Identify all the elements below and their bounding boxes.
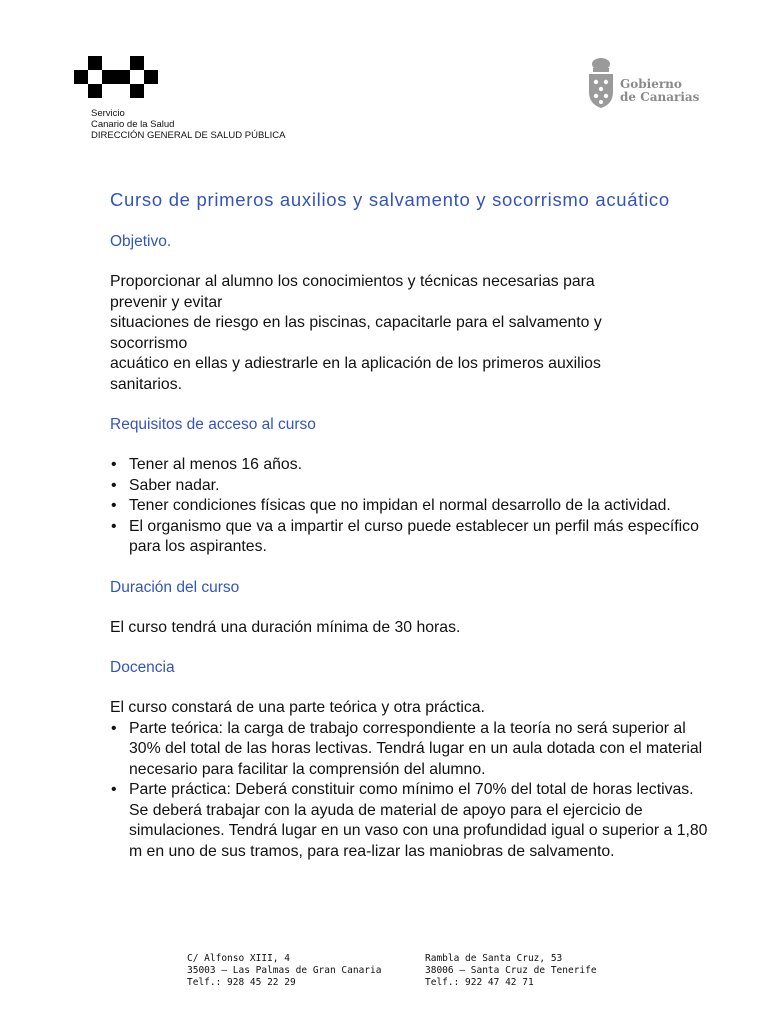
objective-text [110,272,710,395]
section-heading-objective: Objetivo. [110,233,172,250]
section-heading-duration: Duración del curso [110,578,240,596]
document-body [110,188,710,862]
teaching-intro: El curso constará de una parte teórica y otra práctica. [110,699,485,716]
footer-line: 35003 – Las Palmas de Gran Canaria [187,965,382,976]
footer-line: 38006 – Santa Cruz de Tenerife [425,965,597,976]
section-heading-requirements: Requisitos de acceso al curso [110,416,316,433]
coat-of-arms-icon [584,56,618,110]
list-item: • Parte práctica: Deberá constituir como mínimo el 70% del total de horas lectivas. Se deberá trabajar con la ayuda de material de apoyo para el ejercicio de simulaciones. Tendrá lugar en un vaso con una profundidad igual o superior a 1,80 m en uno de sus tramos, para rea-lizar las maniobras de salvamento. [110,780,710,862]
scs-logo [74,56,160,108]
list-item: • Parte teórica: la carga de trabajo correspondiente a la teoría no será superior al 30% del total de las horas lectivas. Tendrá lugar en un aula dotada con el material necesario para facilitar la comprensión del alumno. [110,719,710,781]
duration-text: El curso tendrá una duración mínima de 30 horas. [110,618,461,636]
org-line: Canario de la Salud [91,119,175,130]
organization-name [91,108,285,141]
footer-address-right [425,953,597,989]
document-title: Curso de primeros auxilios y salvamento y socorrismo acuático [110,189,670,210]
teaching-list [110,719,710,863]
section-heading-teaching: Docencia [110,659,175,676]
list-item: • El organismo que va a impartir el curso puede establecer un perfil más específico para los aspirantes. [110,517,710,558]
text-line: socorrismo [110,334,188,352]
list-item: • Tener condiciones físicas que no impidan el normal desarrollo de la actividad. [110,496,710,517]
footer-address-left [187,953,381,989]
text-line: prevenir y evitar [110,293,223,311]
text-line: acuático en ellas y adiestrarle en la aplicación de los primeros auxilios [110,355,601,372]
text-line: sanitarios. [110,375,182,393]
footer-line: Rambla de Santa Cruz, 53 [425,953,563,964]
requirements-list [110,455,710,558]
gov-logo-line: Gobierno [620,77,682,91]
org-line: DIRECCIÓN GENERAL DE SALUD PÚBLICA [91,130,286,141]
org-line: Servicio [91,108,125,119]
list-item: • Saber nadar. [110,476,710,497]
footer-line: Telf.: 922 47 42 71 [425,977,534,988]
text-line: situaciones de riesgo en las piscinas, capacitarle para el salvamento y [110,314,602,331]
list-item: • Tener al menos 16 años. [110,455,710,476]
gov-logo-line: de Canarias [620,90,700,104]
gobierno-canarias-logo [584,56,704,110]
footer-line: C/ Alfonso XIII, 4 [187,953,290,964]
text-line: Proporcionar al alumno los conocimientos y técnicas necesarias para [110,273,595,290]
footer-line: Telf.: 928 45 22 29 [187,977,296,988]
